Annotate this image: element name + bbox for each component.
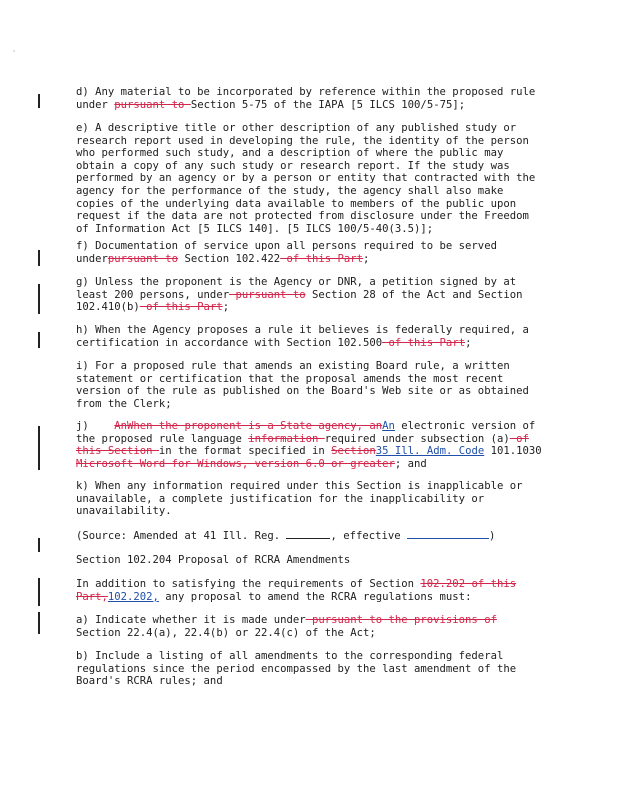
text-run: Section 28 of the Act and Section 102.410(b) — [76, 288, 523, 314]
paragraph-d — [76, 86, 546, 111]
text-run: ; and — [394, 457, 427, 470]
deleted-text: Microsoft Word for Windows, version 6.0 or greater — [76, 457, 395, 470]
deleted-text: of this Section — [76, 432, 529, 458]
section-intro — [76, 578, 546, 603]
blank-reg-line — [286, 538, 330, 539]
text-run: required under subsection (a) — [324, 432, 510, 445]
paragraph-k: k) When any information required under this Section is inapplicable or unavailable, a complete justification for the inapplicability or unavailability. — [76, 480, 523, 518]
revision-bar — [38, 94, 40, 108]
text-run: ; — [465, 336, 472, 349]
revision-bar — [38, 250, 40, 266]
text-run: In addition to satisfying the requirements of Section — [76, 578, 421, 590]
text-run: 101.1030 — [484, 445, 542, 458]
text-run: any proposal to amend the RCRA regulations must: — [158, 590, 472, 603]
deleted-text: of this Part — [280, 252, 364, 265]
text-run: ) — [489, 530, 496, 542]
source-note — [76, 530, 546, 543]
deleted-text: information — [248, 432, 325, 445]
text-run: in the format specified in — [158, 445, 332, 458]
inserted-text: An — [382, 420, 395, 432]
revision-bar — [38, 426, 40, 470]
paragraph-e: e) A descriptive title or other description of any published study or research report used in developing the rule, the identity of the person who performed such study, and a description of where the public may obtain a copy of any such study or research report. If the study was performed by an agency or by a person or entity that contracted with the agency for the performance of the study, the agency shall also make copies of the underlying data available to members of the public upon request if the data are not protected from disclosure under the Freedom of Information Act [5 ILCS 140]. [5 ILCS 100/5-40(3.5)]; — [76, 122, 536, 235]
revision-bar — [38, 578, 40, 606]
text-run: h) When the Agency proposes a rule it believes is federally required, a certification in accordance with Section 102.500 — [76, 324, 529, 349]
deleted-text: of this Part — [139, 301, 223, 314]
deleted-text: pursuant to the provisions of — [305, 614, 497, 626]
paragraph-rcra-a — [76, 614, 546, 639]
text-run: ; — [363, 252, 370, 265]
text-run: f) Documentation of service upon all persons required to be served under — [76, 240, 497, 265]
deleted-text: pursuant to — [114, 98, 191, 111]
deleted-text: 102.202 of this Part, — [76, 578, 517, 603]
deleted-text: AnWhen the proponent is a State agency, an — [114, 420, 383, 432]
revision-bar — [38, 284, 40, 314]
section-heading: Section 102.204 Proposal of RCRA Amendments — [76, 554, 351, 566]
text-run: ; — [222, 301, 230, 314]
blank-effective-line — [407, 538, 489, 539]
text-run: Section 5-75 of the IAPA [5 ILCS 100/5-75]; — [190, 98, 466, 111]
paragraph-f — [76, 240, 546, 265]
deleted-text: Section — [331, 445, 376, 458]
inserted-text: 102.202, — [107, 590, 159, 603]
text-run: a) Indicate whether it is made under — [76, 614, 306, 626]
deleted-text: pursuant to — [107, 252, 179, 265]
paragraph-g — [76, 276, 546, 314]
paragraph-j — [76, 420, 546, 470]
paragraph-rcra-b: b) Include a listing of all amendments to the corresponding federal regulations since the period encompassed by the last amendment of the Board's RCRA rules; and — [76, 650, 517, 688]
revision-bar — [38, 538, 40, 552]
paragraph-h — [76, 324, 546, 349]
paragraph-i: i) For a proposed rule that amends an existing Board rule, a written statement or certification that the proposal amends the most recent version of the rule as published on the Board's Web site or as obtained from the Clerk; — [76, 360, 529, 410]
text-run: j) — [76, 420, 115, 432]
text-run: (Source: Amended at 41 Ill. Reg. — [76, 530, 287, 542]
text-run: g) Unless the proponent is the Agency or DNR, a petition signed by at least 200 persons, under — [76, 276, 517, 301]
text-run: electronic version of the proposed rule language — [76, 420, 536, 445]
inserted-text: 35 Ill. Adm. Code — [375, 445, 485, 458]
text-run: Section 102.422 — [178, 252, 281, 265]
revision-bar — [38, 332, 40, 348]
deleted-text: of this Part — [382, 336, 466, 349]
deleted-text: pursuant to — [229, 288, 306, 301]
corner-mark — [12, 38, 16, 42]
text-run: d) Any material to be incorporated by reference within the proposed rule under — [76, 86, 536, 111]
text-run: Section 22.4(a), 22.4(b) or 22.4(c) of the Act; — [76, 626, 376, 639]
text-run: , effective — [330, 530, 408, 542]
revision-bar — [38, 612, 40, 634]
